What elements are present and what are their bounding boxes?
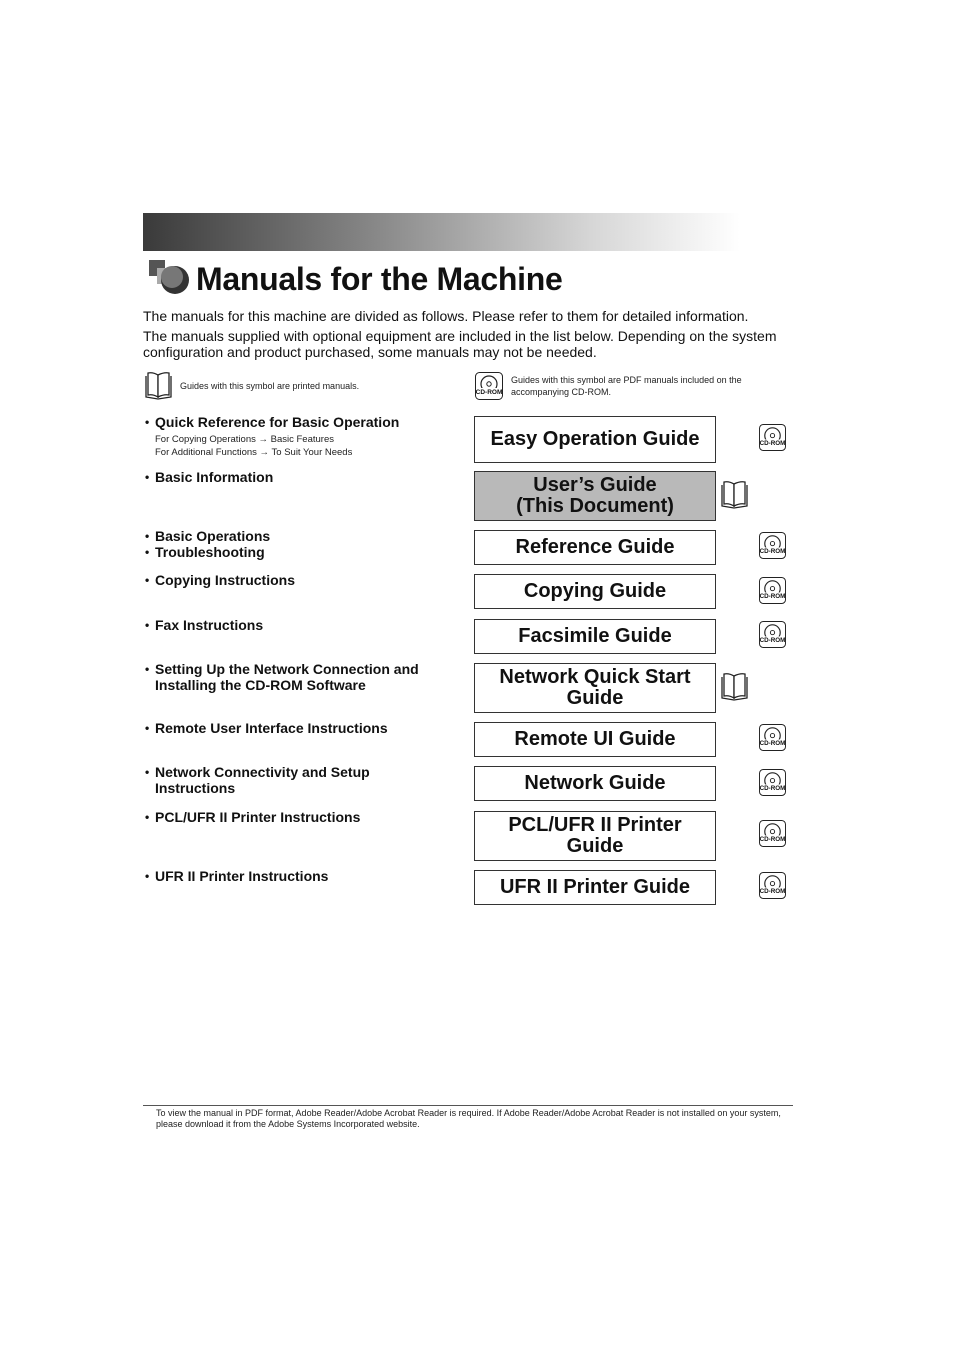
svg-text:CD-ROM: CD-ROM	[759, 888, 786, 896]
topic-sub-line: For Additional Functions → To Suit Your Needs	[155, 447, 353, 458]
cd-rom-icon	[759, 621, 786, 648]
svg-text:CD-ROM: CD-ROM	[475, 389, 503, 396]
intro-paragraph-2: The manuals supplied with optional equipment are included in the list below. Depending on the system configuration and product purchased, some manuals may not be needed.	[143, 328, 777, 360]
footer-note: To view the manual in PDF format, Adobe Reader/Adobe Acrobat Reader is required. If Adobe Reader/Adobe Acrobat Reader is not installed on your system, please download it from the Adobe Systems Incorporated website.	[156, 1108, 781, 1129]
svg-text:CD-ROM: CD-ROM	[759, 740, 786, 748]
cd-rom-icon	[759, 724, 786, 751]
book-icon	[143, 371, 174, 400]
footer-divider	[143, 1105, 793, 1106]
guide-users-guide[interactable]: User’s Guide (This Document)	[474, 471, 716, 521]
guide-network-quick-start[interactable]: Network Quick Start Guide	[474, 663, 716, 713]
guide-ufr2-printer[interactable]: UFR II Printer Guide	[474, 870, 716, 905]
guide-copying[interactable]: Copying Guide	[474, 574, 716, 609]
cd-rom-icon	[475, 372, 503, 400]
svg-text:CD-ROM: CD-ROM	[759, 440, 786, 448]
topic-sub-line: For Copying Operations → Basic Features	[155, 434, 334, 445]
guide-facsimile[interactable]: Facsimile Guide	[474, 619, 716, 654]
cd-rom-icon	[759, 577, 786, 604]
legend-printed-text: Guides with this symbol are printed manuals.	[180, 381, 360, 391]
topic-item: • Copying Instructions	[145, 572, 295, 588]
page-title: Manuals for the Machine	[196, 261, 563, 297]
svg-text:CD-ROM: CD-ROM	[759, 785, 786, 793]
guide-remote-ui[interactable]: Remote UI Guide	[474, 722, 716, 757]
header-gradient-bar	[143, 213, 740, 251]
book-icon	[719, 480, 750, 509]
svg-text:CD-ROM: CD-ROM	[759, 593, 786, 601]
section-title-icon	[147, 258, 191, 298]
book-icon	[719, 672, 750, 701]
guide-network[interactable]: Network Guide	[474, 766, 716, 801]
topic-item: • Quick Reference for Basic Operation For Copying Operations → Basic Features For Additional Functions → To Suit Your Needs	[145, 414, 445, 459]
topic-item: • Setting Up the Network Connection and Installing the CD-ROM Software	[145, 661, 419, 693]
topic-item: • Remote User Interface Instructions	[145, 720, 388, 736]
svg-text:CD-ROM: CD-ROM	[759, 836, 786, 844]
guide-easy-operation[interactable]: Easy Operation Guide	[474, 416, 716, 463]
svg-text:CD-ROM: CD-ROM	[759, 548, 786, 556]
guide-pcl-ufr2-printer[interactable]: PCL/UFR II Printer Guide	[474, 811, 716, 861]
topic-item: • PCL/UFR II Printer Instructions	[145, 809, 361, 825]
cd-rom-icon	[759, 532, 786, 559]
topic-item: • Basic Information	[145, 469, 274, 485]
svg-text:CD-ROM: CD-ROM	[759, 637, 786, 645]
guide-reference[interactable]: Reference Guide	[474, 530, 716, 565]
cd-rom-icon	[759, 424, 786, 451]
cd-rom-icon	[759, 769, 786, 796]
topic-item: • Basic Operations • Troubleshooting	[145, 528, 271, 560]
topic-item: • Fax Instructions	[145, 617, 264, 633]
intro-paragraph-1: The manuals for this machine are divided as follows. Please refer to them for detailed information.	[143, 308, 749, 324]
topic-item: • Network Connectivity and Setup Instructions	[145, 764, 370, 796]
legend-cdrom-text: Guides with this symbol are PDF manuals included on the accompanying CD-ROM.	[511, 375, 742, 397]
cd-rom-icon	[759, 820, 786, 847]
topic-item: • UFR II Printer Instructions	[145, 868, 329, 884]
cd-rom-icon	[759, 872, 786, 899]
